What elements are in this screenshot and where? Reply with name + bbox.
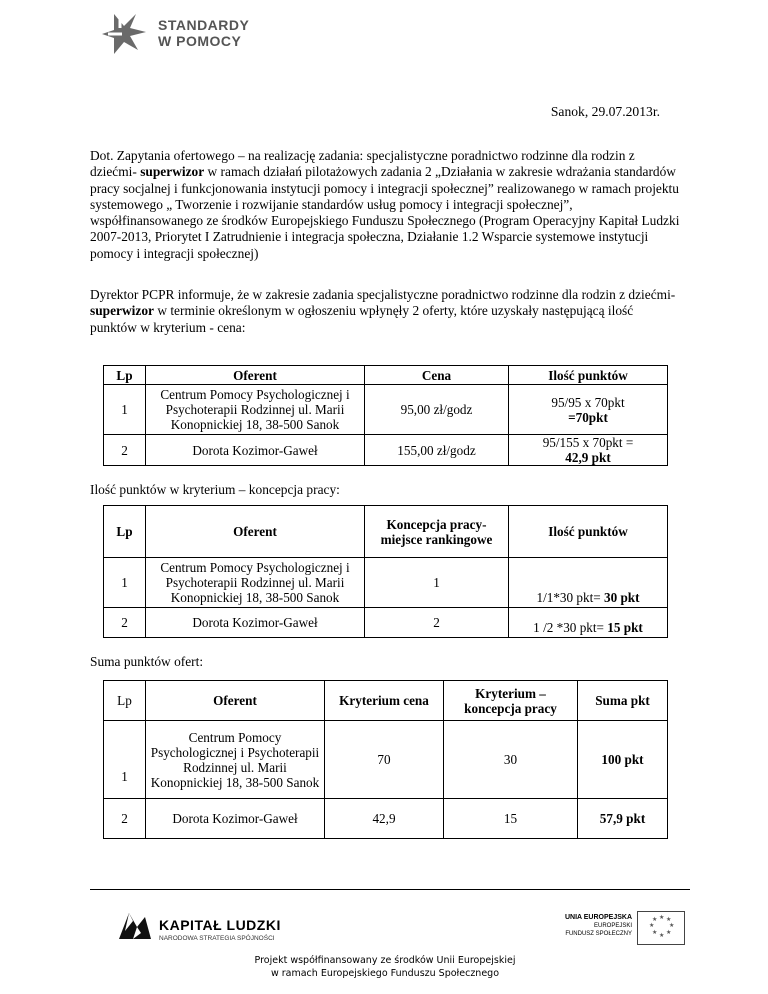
svg-text:★: ★: [659, 914, 665, 921]
footer-note-line2: w ramach Europejskiego Funduszu Społecznego: [270, 968, 500, 979]
table-row: [104, 435, 668, 466]
cell-punkty: [509, 385, 668, 435]
sum-table: [103, 680, 668, 839]
punkty-result: 30 pkt: [603, 590, 640, 605]
sum-label: Suma punktów ofert:: [90, 654, 204, 669]
punkty-result: =70pkt: [568, 409, 608, 425]
cell-suma: 57,9 pkt: [578, 799, 668, 839]
cell-lp: 1: [104, 385, 146, 435]
cell-cena: 95,00 zł/godz: [365, 385, 509, 435]
kapital-ludzki-icon: [115, 909, 155, 945]
table-row: [104, 385, 668, 435]
cell-koncepcja: 30: [444, 721, 578, 799]
header-koncepcja: Koncepcja pracy- miejsce rankingowe: [365, 506, 509, 558]
cell-lp: 1: [104, 721, 146, 799]
punkty-formula: 1 /2 *30 pkt=: [533, 620, 608, 635]
header-oferent: Oferent: [146, 681, 325, 721]
logo-line2: W POMOCY: [158, 33, 242, 49]
eu-flag-icon: [637, 911, 685, 945]
punkty-result: 42,9 pkt: [565, 450, 611, 465]
header-oferent: Oferent: [146, 506, 365, 558]
cell-oferent: Centrum Pomocy Psychologicznej i Psychoterapii Rodzinnej ul. Marii Konopnickiej 18, 38-500 Sanok: [146, 385, 365, 435]
svg-text:★: ★: [652, 929, 658, 936]
svg-text:★: ★: [666, 916, 672, 923]
cell-oferent: Dorota Kozimor-Gaweł: [146, 608, 365, 638]
table-row: [104, 721, 668, 799]
cell-miejsce: 1: [365, 558, 509, 608]
concept-table: [103, 505, 668, 638]
cell-koncepcja: 15: [444, 799, 578, 839]
cell-oferent: Centrum Pomocy Psychologicznej i Psychoterapii Rodzinnej ul. Marii Konopnickiej 18, 38-500 Sanok: [146, 558, 365, 608]
info-text-2: w terminie określonym w ogłoszeniu wpłynęły 2 oferty, które uzyskały następującą ilość punktów w kryterium - cena:: [90, 303, 634, 335]
star-logo-icon: [100, 10, 156, 60]
cell-cena: 70: [325, 721, 444, 799]
cell-miejsce: 2: [365, 608, 509, 638]
cell-lp: 1: [104, 558, 146, 608]
info-paragraph: [90, 287, 680, 336]
cell-lp: 2: [104, 608, 146, 638]
document-date: Sanok, 29.07.2013r.: [550, 104, 660, 119]
header-lp: Lp: [104, 506, 146, 558]
kl-title: KAPITAŁ LUDZKI: [159, 917, 281, 933]
header-punkty: Ilość punktów: [509, 506, 668, 558]
kl-subtitle: NARODOWA STRATEGIA SPÓJNOŚCI: [159, 935, 275, 942]
header-suma: Suma pkt: [578, 681, 668, 721]
header-punkty: Ilość punktów: [509, 366, 668, 385]
header-oferent: Oferent: [146, 366, 365, 385]
header-lp: Lp: [104, 681, 146, 721]
subject-text-2: w ramach działań pilotażowych zadania 2 „Działania w zakresie wdrażania standardów pracy socjalnej i funkcjonowania instytucji pomocy i integracji społecznej” realizowanego w ramach projektu systemowego „ Tworzenie i rozwijanie standardów usług pomocy i integracji społecznej”, współfinansowanego ze środków Europejskiego Funduszu Społecznego (Program Operacyjny Kapitał Ludzki 2007-2013, Priorytet I Zatrudnienie i integracja społeczna, Działanie 1.2 Wsparcie systemowe instytucji pomocy i integracji społecznej): [90, 164, 680, 261]
table-row: [104, 608, 668, 638]
punkty-result: 15 pkt: [607, 620, 643, 635]
svg-text:★: ★: [649, 922, 655, 929]
svg-text:★: ★: [666, 929, 672, 936]
header-koncepcja: Kryterium – koncepcja pracy: [444, 681, 578, 721]
cell-cena: 42,9: [325, 799, 444, 839]
cell-oferent: Dorota Kozimor-Gaweł: [146, 799, 325, 839]
svg-text:★: ★: [659, 932, 665, 939]
table-header-row: [104, 366, 668, 385]
table-row: [104, 558, 668, 608]
cell-lp: 2: [104, 799, 146, 839]
cell-oferent: Dorota Kozimor-Gaweł: [146, 435, 365, 466]
svg-text:★: ★: [669, 922, 675, 929]
svg-text:★: ★: [652, 916, 658, 923]
price-table: [103, 365, 668, 466]
footer-divider: [90, 889, 690, 890]
ue-line3: FUNDUSZ SPOŁECZNY: [565, 931, 632, 937]
info-text-1: Dyrektor PCPR informuje, że w zakresie zadania specjalistyczne poradnictwo rodzinne dla rodzin z dziećmi-: [90, 287, 676, 302]
header-cena: Cena: [365, 366, 509, 385]
kapital-ludzki-logo: [115, 903, 315, 953]
subject-text-1: Dot. Zapytania ofertowego – na realizację zadania: specjalistyczne poradnictwo rodzinne dla rodzin z dziećmi-: [90, 148, 635, 180]
footer-note-line1: Projekt współfinansowany ze środków Unii Europejskiej: [254, 955, 516, 966]
table-header-row: [104, 506, 668, 558]
punkty-formula: 95/155 x 70pkt =: [542, 435, 634, 450]
cell-punkty: [509, 558, 668, 608]
info-bold: superwizor: [90, 303, 154, 319]
subject-paragraph: [90, 148, 680, 262]
header-lp: Lp: [104, 366, 146, 385]
standardy-logo: [100, 10, 260, 60]
concept-label: Ilość punktów w kryterium – koncepcja pracy:: [90, 482, 340, 497]
ue-logo: [540, 903, 690, 953]
header-cena: Kryterium cena: [325, 681, 444, 721]
cell-oferent: Centrum Pomocy Psychologicznej i Psychoterapii Rodzinnej ul. Marii Konopnickiej 18, 38-500 Sanok: [146, 721, 325, 799]
table-header-row: [104, 681, 668, 721]
cell-punkty: [509, 608, 668, 638]
cell-lp: 2: [104, 435, 146, 466]
subject-bold: superwizor: [140, 164, 205, 180]
punkty-formula: 1/1*30 pkt=: [536, 590, 604, 605]
ue-line2: EUROPEJSKI: [593, 923, 632, 929]
logo-line1: STANDARDY: [158, 17, 250, 33]
cell-suma: 100 pkt: [578, 721, 668, 799]
ue-line1: UNIA EUROPEJSKA: [564, 914, 632, 921]
cell-cena: 155,00 zł/godz: [365, 435, 509, 466]
table-row: [104, 799, 668, 839]
footer-note: [200, 954, 570, 980]
cell-punkty: [509, 435, 668, 466]
punkty-formula: 95/95 x 70pkt: [551, 394, 625, 410]
